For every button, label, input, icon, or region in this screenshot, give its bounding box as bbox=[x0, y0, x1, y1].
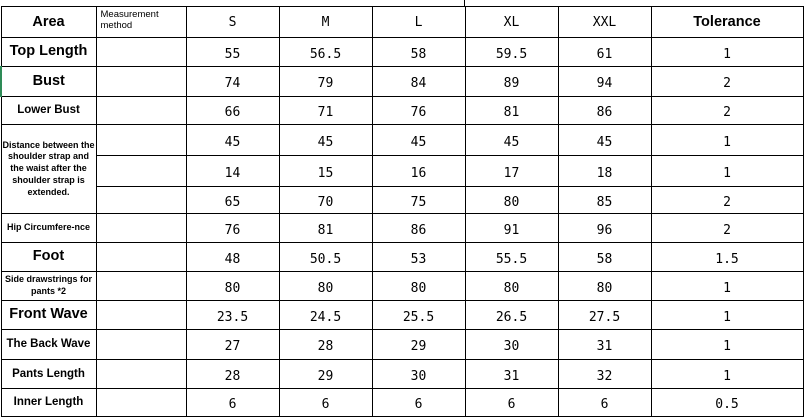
cell-m: 81 bbox=[279, 214, 372, 243]
cell-xxl: 94 bbox=[558, 67, 651, 97]
row-method-cell bbox=[96, 125, 186, 156]
table-row bbox=[1, 125, 803, 156]
cell-s: 55 bbox=[186, 38, 279, 67]
table-row bbox=[1, 301, 803, 330]
cell-xl: 17 bbox=[465, 156, 558, 187]
table-row bbox=[1, 330, 803, 360]
row-area-label: Top Length bbox=[1, 38, 96, 67]
cell-m: 6 bbox=[279, 389, 372, 417]
cell-xl: 80 bbox=[465, 187, 558, 214]
cell-tolerance: 1 bbox=[651, 360, 803, 389]
cell-xxl: 61 bbox=[558, 38, 651, 67]
table-row bbox=[1, 214, 803, 243]
cell-l: 86 bbox=[372, 214, 465, 243]
cell-tolerance: 0.5 bbox=[651, 389, 803, 417]
cell-tolerance: 1 bbox=[651, 156, 803, 187]
cell-m: 70 bbox=[279, 187, 372, 214]
cell-m: 15 bbox=[279, 156, 372, 187]
cell-s: 80 bbox=[186, 272, 279, 301]
header-size-l: L bbox=[372, 7, 465, 38]
row-area-label: Hip Circumfere-nce bbox=[1, 214, 96, 243]
row-method-cell bbox=[96, 330, 186, 360]
cell-xl: 30 bbox=[465, 330, 558, 360]
cell-tolerance: 2 bbox=[651, 97, 803, 125]
header-size-xxl: XXL bbox=[558, 7, 651, 38]
cell-tolerance: 1 bbox=[651, 125, 803, 156]
row-method-cell bbox=[96, 67, 186, 97]
table-row bbox=[1, 38, 803, 67]
cell-xl: 89 bbox=[465, 67, 558, 97]
cell-xxl: 86 bbox=[558, 97, 651, 125]
header-size-m: M bbox=[279, 7, 372, 38]
row-method-cell bbox=[96, 97, 186, 125]
table-row bbox=[1, 97, 803, 125]
row-area-label: Front Wave bbox=[1, 301, 96, 330]
cell-s: 6 bbox=[186, 389, 279, 417]
cell-m: 80 bbox=[279, 272, 372, 301]
cell-xxl: 27.5 bbox=[558, 301, 651, 330]
cell-l: 45 bbox=[372, 125, 465, 156]
cell-s: 27 bbox=[186, 330, 279, 360]
row-method-cell bbox=[96, 243, 186, 272]
row-method-cell bbox=[96, 389, 186, 417]
cell-xxl: 6 bbox=[558, 389, 651, 417]
table-row bbox=[1, 187, 803, 214]
cell-m: 79 bbox=[279, 67, 372, 97]
size-chart-table bbox=[0, 6, 804, 417]
row-method-cell bbox=[96, 360, 186, 389]
table-row bbox=[1, 389, 803, 417]
cell-tolerance: 1 bbox=[651, 38, 803, 67]
cell-l: 6 bbox=[372, 389, 465, 417]
cell-tolerance: 2 bbox=[651, 67, 803, 97]
cell-tolerance: 1 bbox=[651, 272, 803, 301]
cell-xxl: 18 bbox=[558, 156, 651, 187]
table-row bbox=[1, 67, 803, 97]
cell-xl: 55.5 bbox=[465, 243, 558, 272]
cell-s: 23.5 bbox=[186, 301, 279, 330]
cell-l: 16 bbox=[372, 156, 465, 187]
row-area-label: Foot bbox=[1, 243, 96, 272]
row-method-cell bbox=[96, 301, 186, 330]
cell-xxl: 96 bbox=[558, 214, 651, 243]
cell-xxl: 80 bbox=[558, 272, 651, 301]
table-row bbox=[1, 360, 803, 389]
cell-s: 76 bbox=[186, 214, 279, 243]
cell-tolerance: 1 bbox=[651, 301, 803, 330]
cell-m: 28 bbox=[279, 330, 372, 360]
cell-l: 25.5 bbox=[372, 301, 465, 330]
row-method-cell bbox=[96, 187, 186, 214]
cell-xxl: 32 bbox=[558, 360, 651, 389]
cell-tolerance: 1.5 bbox=[651, 243, 803, 272]
cell-s: 65 bbox=[186, 187, 279, 214]
cell-xl: 81 bbox=[465, 97, 558, 125]
cell-l: 76 bbox=[372, 97, 465, 125]
cell-s: 66 bbox=[186, 97, 279, 125]
cell-xl: 26.5 bbox=[465, 301, 558, 330]
cell-m: 24.5 bbox=[279, 301, 372, 330]
row-area-label: Pants Length bbox=[1, 360, 96, 389]
row-area-label: Distance between the shoulder strap and the waist after the shoulder strap is extended. bbox=[1, 125, 96, 214]
cell-s: 45 bbox=[186, 125, 279, 156]
cell-m: 56.5 bbox=[279, 38, 372, 67]
cell-xxl: 58 bbox=[558, 243, 651, 272]
row-method-cell bbox=[96, 272, 186, 301]
cell-m: 45 bbox=[279, 125, 372, 156]
cell-tolerance: 1 bbox=[651, 330, 803, 360]
table-row bbox=[1, 243, 803, 272]
cell-m: 71 bbox=[279, 97, 372, 125]
header-measurement-method: Measurement method bbox=[96, 7, 186, 38]
cell-xl: 80 bbox=[465, 272, 558, 301]
cell-m: 50.5 bbox=[279, 243, 372, 272]
cell-s: 74 bbox=[186, 67, 279, 97]
cell-l: 29 bbox=[372, 330, 465, 360]
row-area-label: Side drawstrings for pants *2 bbox=[1, 272, 96, 301]
table-row bbox=[1, 156, 803, 187]
cell-l: 30 bbox=[372, 360, 465, 389]
table-row bbox=[1, 272, 803, 301]
cell-tolerance: 2 bbox=[651, 187, 803, 214]
cell-m: 29 bbox=[279, 360, 372, 389]
cell-l: 58 bbox=[372, 38, 465, 67]
header-size-s: S bbox=[186, 7, 279, 38]
cell-xl: 59.5 bbox=[465, 38, 558, 67]
row-method-cell bbox=[96, 38, 186, 67]
header-row bbox=[1, 7, 803, 38]
cell-xxl: 45 bbox=[558, 125, 651, 156]
row-area-label: Lower Bust bbox=[1, 97, 96, 125]
cell-l: 75 bbox=[372, 187, 465, 214]
cell-l: 53 bbox=[372, 243, 465, 272]
cell-l: 84 bbox=[372, 67, 465, 97]
row-method-cell bbox=[96, 214, 186, 243]
header-area: Area bbox=[1, 7, 96, 38]
cell-xl: 31 bbox=[465, 360, 558, 389]
header-size-xl: XL bbox=[465, 7, 558, 38]
header-tolerance: Tolerance bbox=[651, 7, 803, 38]
cell-l: 80 bbox=[372, 272, 465, 301]
row-method-cell bbox=[96, 156, 186, 187]
row-area-label: Inner Length bbox=[1, 389, 96, 417]
cell-xl: 45 bbox=[465, 125, 558, 156]
row-area-label: Bust bbox=[1, 67, 96, 97]
cell-xxl: 85 bbox=[558, 187, 651, 214]
cell-s: 14 bbox=[186, 156, 279, 187]
cell-xl: 91 bbox=[465, 214, 558, 243]
cell-s: 28 bbox=[186, 360, 279, 389]
cell-xl: 6 bbox=[465, 389, 558, 417]
row-area-label: The Back Wave bbox=[1, 330, 96, 360]
cell-s: 48 bbox=[186, 243, 279, 272]
cell-tolerance: 2 bbox=[651, 214, 803, 243]
cell-xxl: 31 bbox=[558, 330, 651, 360]
